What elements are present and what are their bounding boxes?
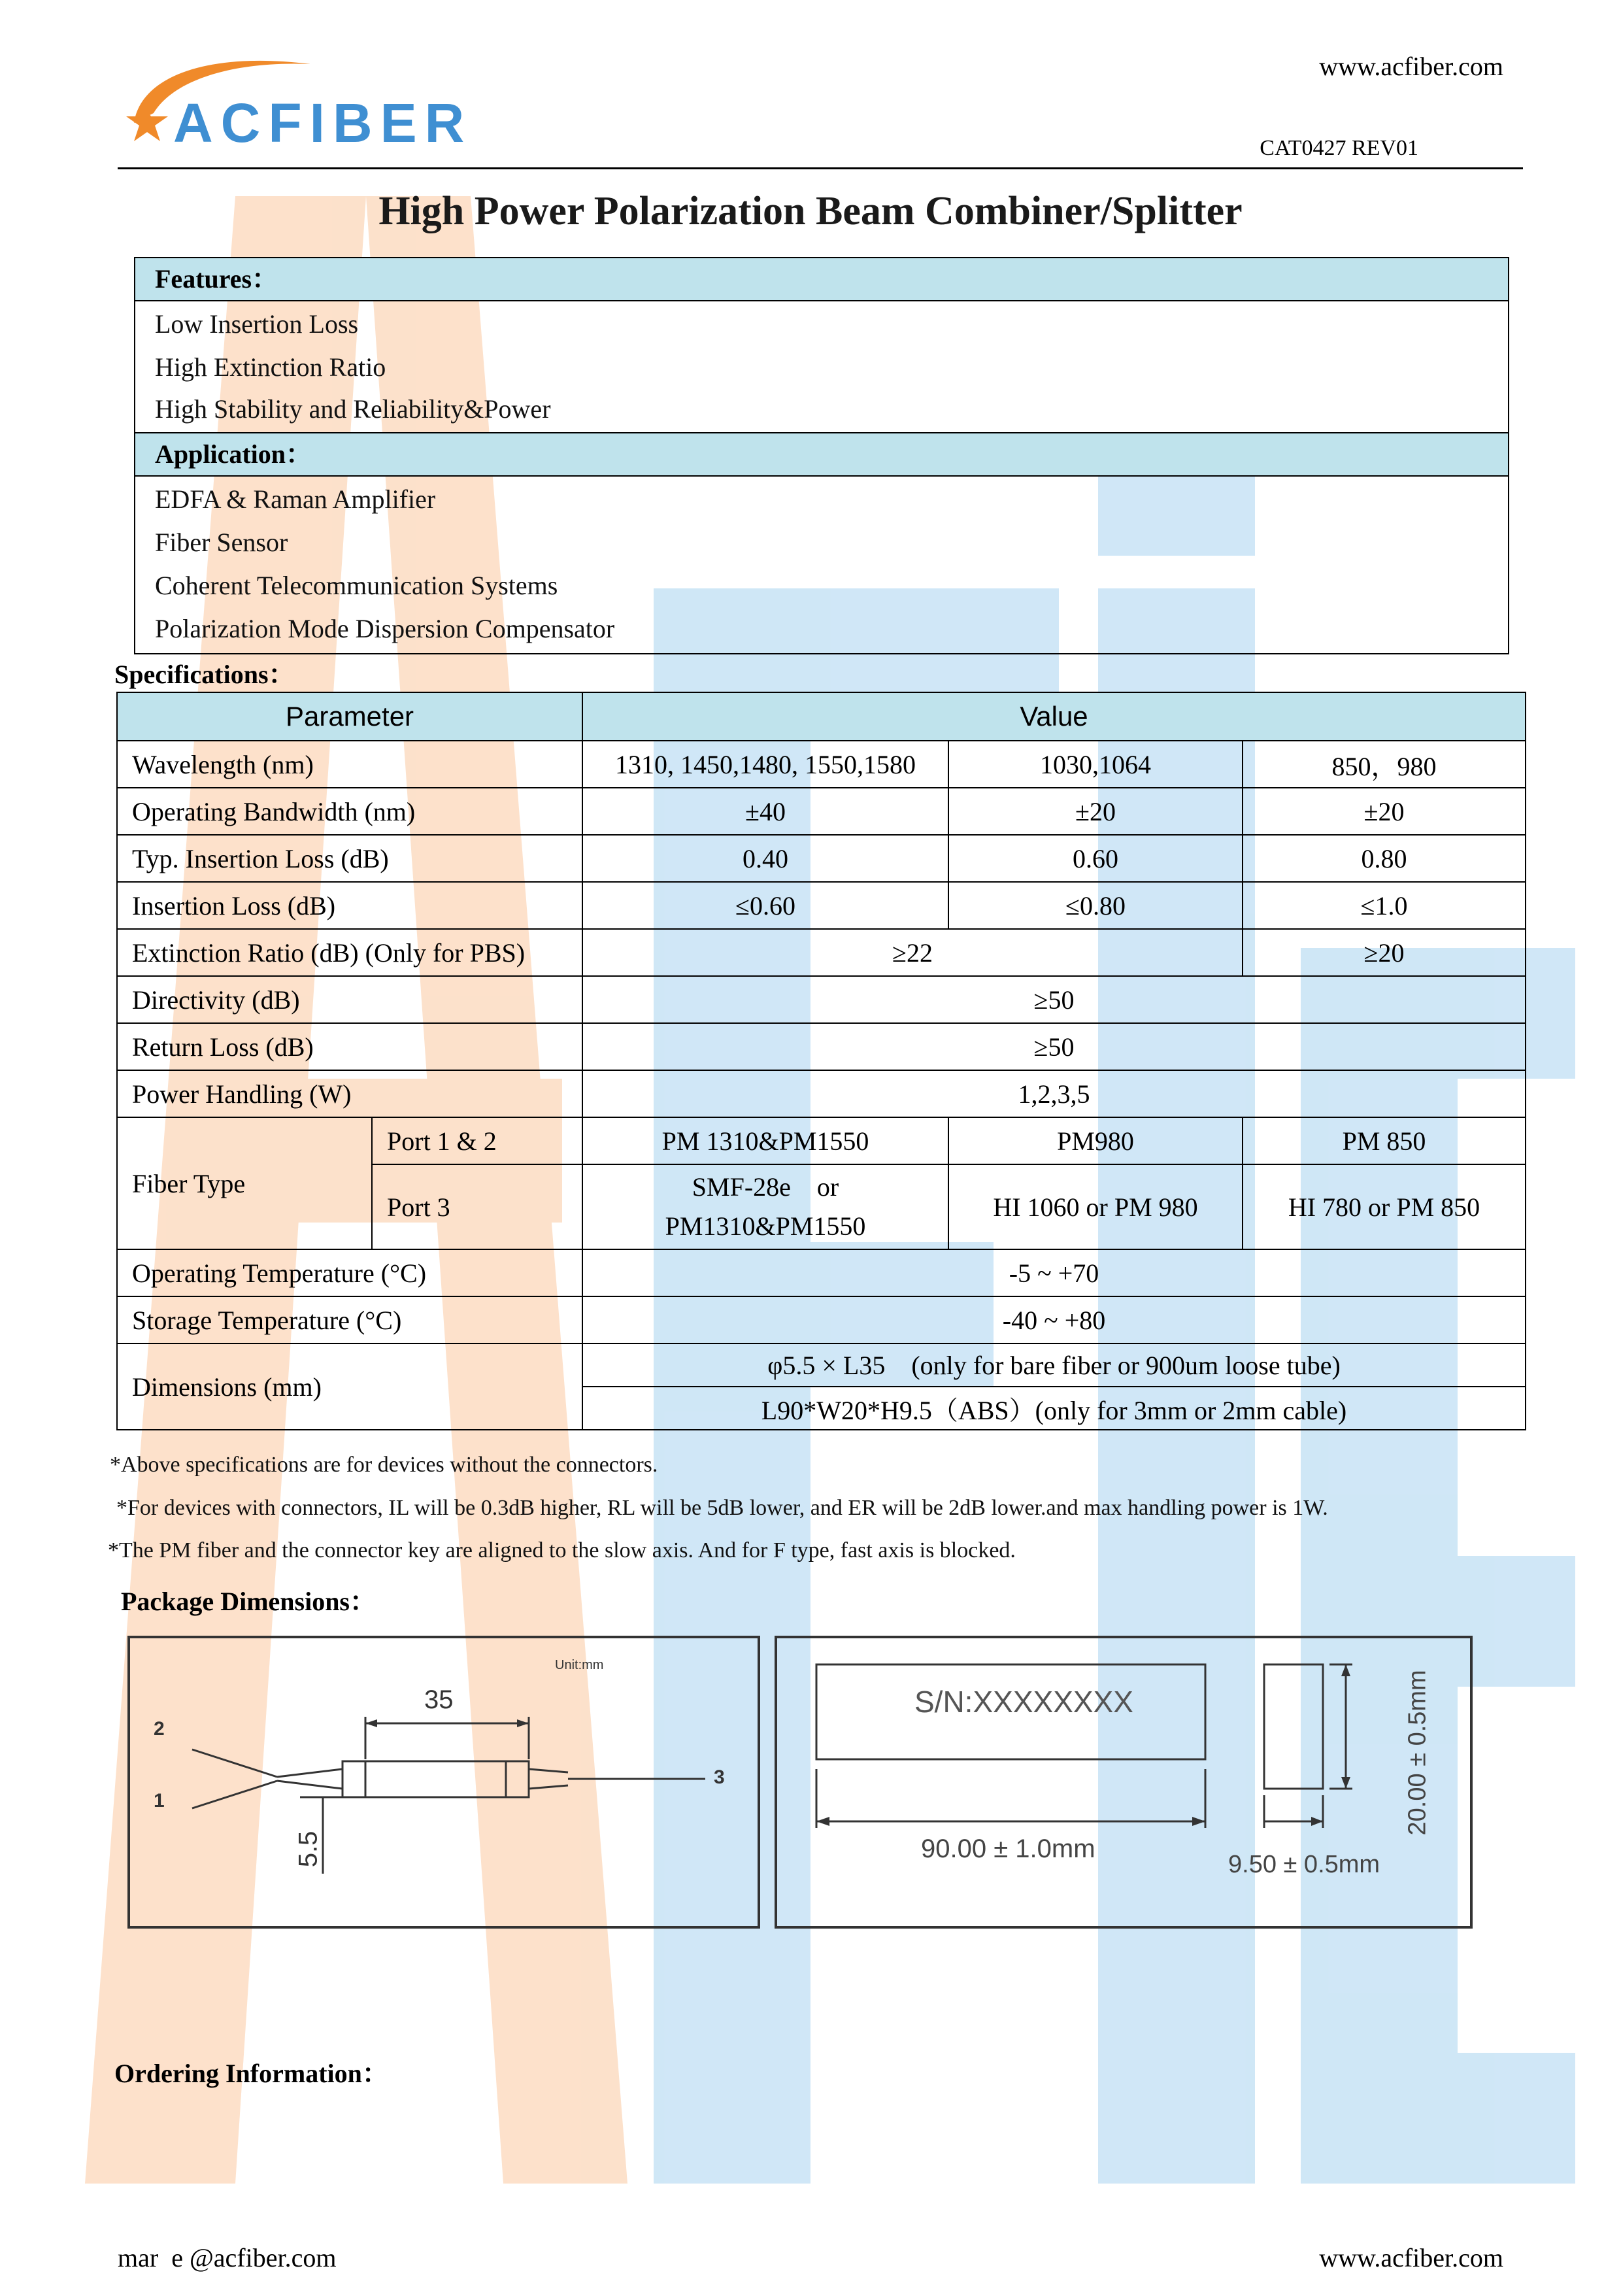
sub-label: Port 1 & 2 — [372, 1117, 582, 1164]
table-row — [117, 1296, 1526, 1343]
port-1-label: 1 — [154, 1790, 165, 1812]
table-row — [117, 1249, 1526, 1296]
row-label: Wavelength (nm) — [117, 741, 582, 788]
footer-email[interactable]: mar e @acfiber.com — [118, 2243, 337, 2272]
row-label: Dimensions (mm) — [117, 1343, 582, 1430]
cell: ≥22 — [582, 929, 1243, 976]
specifications-table — [116, 692, 1526, 1430]
cell: PM 850 — [1243, 1117, 1526, 1164]
cell: L90*W20*H9.5（ABS）(only for 3mm or 2mm cable) — [582, 1387, 1526, 1430]
application-item: Coherent Telecommunication Systems — [155, 571, 558, 600]
cell: 850，980 — [1243, 741, 1526, 788]
application-heading: Application： — [135, 432, 1508, 477]
note: *The PM fiber and the connector key are aligned to the slow axis. And for F type, fast axis is blocked. — [108, 1538, 1016, 1562]
features-list — [135, 301, 1508, 432]
ordering-heading: Ordering Information： — [114, 2059, 388, 2088]
cell: 0.60 — [948, 835, 1243, 882]
row-label: Directivity (dB) — [117, 976, 582, 1023]
table-row — [117, 788, 1526, 835]
cell: ≤0.80 — [948, 882, 1243, 929]
unit-label: Unit:mm — [555, 1658, 604, 1672]
table-row — [117, 741, 1526, 788]
acfiber-logo — [114, 51, 473, 156]
cell: ±20 — [948, 788, 1243, 835]
row-label: Typ. Insertion Loss (dB) — [117, 835, 582, 882]
col-parameter: Parameter — [117, 692, 582, 741]
application-item: Polarization Mode Dispersion Compensator — [155, 614, 615, 643]
logo-text: ACFIBER — [173, 92, 473, 154]
row-label: Extinction Ratio (dB) (Only for PBS) — [117, 929, 582, 976]
feature-item: Low Insertion Loss — [155, 309, 359, 339]
cell: ≥50 — [582, 976, 1526, 1023]
cell: ≤1.0 — [1243, 882, 1526, 929]
header-divider — [118, 167, 1523, 169]
feature-item: High Stability and Reliability&Power — [155, 394, 551, 424]
application-item: Fiber Sensor — [155, 528, 288, 557]
cell: 1310, 1450,1480, 1550,1580 — [582, 741, 948, 788]
cell: -5 ~ +70 — [582, 1249, 1526, 1296]
catalog-number: CAT0427 REV01 — [1260, 136, 1418, 160]
row-label: Storage Temperature (°C) — [117, 1296, 582, 1343]
row-label: Fiber Type — [117, 1117, 372, 1249]
cell: HI 780 or PM 850 — [1243, 1164, 1526, 1249]
row-label: Operating Temperature (°C) — [117, 1249, 582, 1296]
features-heading: Features： — [135, 258, 1508, 301]
table-row — [117, 1023, 1526, 1070]
cell: 0.40 — [582, 835, 948, 882]
cell-line: SMF-28e or — [692, 1172, 839, 1202]
table-row — [117, 976, 1526, 1023]
dim-5.5-label: 5.5 — [293, 1831, 323, 1868]
table-row — [117, 1117, 1526, 1164]
height-label: 20.00 ± 0.5mm — [1403, 1670, 1431, 1836]
serial-number-label: S/N:XXXXXXXX — [914, 1685, 1133, 1719]
cell: -40 ~ +80 — [582, 1296, 1526, 1343]
cell: HI 1060 or PM 980 — [948, 1164, 1243, 1249]
cell: ≥20 — [1243, 929, 1526, 976]
page-title: High Power Polarization Beam Combiner/Splitter — [378, 189, 1243, 233]
dim-35-label: 35 — [424, 1685, 454, 1714]
row-label: Return Loss (dB) — [117, 1023, 582, 1070]
row-label: Insertion Loss (dB) — [117, 882, 582, 929]
note: *Above specifications are for devices without the connectors. — [110, 1453, 658, 1477]
package-heading: Package Dimensions： — [121, 1587, 376, 1616]
drawing-box — [775, 1636, 1473, 1929]
header-url[interactable]: www.acfiber.com — [1319, 52, 1503, 81]
feature-item: High Extinction Ratio — [155, 352, 386, 382]
width-label: 9.50 ± 0.5mm — [1228, 1851, 1380, 1878]
row-label: Operating Bandwidth (nm) — [117, 788, 582, 835]
table-row — [117, 1070, 1526, 1117]
cell: 1030,1064 — [948, 741, 1243, 788]
row-label: Power Handling (W) — [117, 1070, 582, 1117]
cell — [582, 1164, 948, 1249]
table-header-row — [117, 692, 1526, 741]
cell: ≤0.60 — [582, 882, 948, 929]
table-row — [117, 1343, 1526, 1387]
table-row — [117, 929, 1526, 976]
application-list — [135, 477, 1508, 653]
cell: ±20 — [1243, 788, 1526, 835]
cell: 1,2,3,5 — [582, 1070, 1526, 1117]
cell: ±40 — [582, 788, 948, 835]
specifications-heading: Specifications： — [114, 660, 295, 689]
table-row — [117, 835, 1526, 882]
length-label: 90.00 ± 1.0mm — [921, 1834, 1095, 1863]
application-item: EDFA & Raman Amplifier — [155, 484, 436, 514]
col-value: Value — [582, 692, 1526, 741]
drawing-tube — [127, 1636, 760, 1929]
port-2-label: 2 — [154, 1718, 165, 1740]
cell: ≥50 — [582, 1023, 1526, 1070]
table-row — [117, 882, 1526, 929]
cell: 0.80 — [1243, 835, 1526, 882]
cell: PM980 — [948, 1117, 1243, 1164]
cell-line: PM1310&PM1550 — [665, 1211, 866, 1241]
footer-url[interactable]: www.acfiber.com — [1319, 2243, 1503, 2272]
sub-label: Port 3 — [372, 1164, 582, 1249]
cell: PM 1310&PM1550 — [582, 1117, 948, 1164]
note: *For devices with connectors, IL will be 0.3dB higher, RL will be 5dB lower, and ER will be 2dB lower.and max handling power is 1W. — [116, 1496, 1328, 1520]
cell: φ5.5 × L35 (only for bare fiber or 900um loose tube) — [582, 1343, 1526, 1387]
features-box — [134, 257, 1509, 654]
port-3-label: 3 — [714, 1766, 725, 1788]
